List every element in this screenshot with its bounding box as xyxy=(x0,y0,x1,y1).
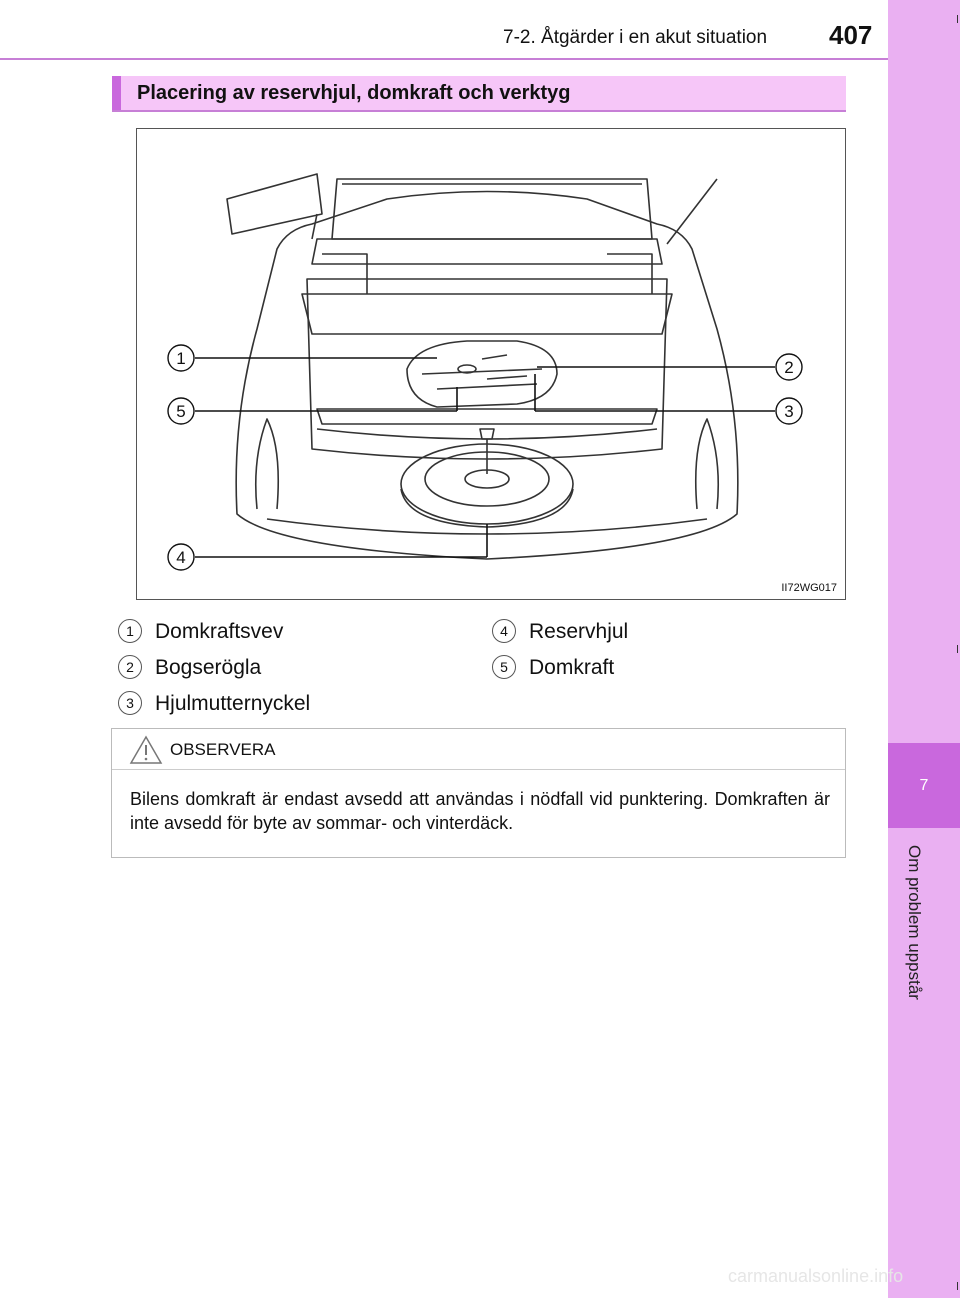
legend-label: Domkraftsvev xyxy=(155,620,284,643)
section-heading-text: Placering av reservhjul, domkraft och verktyg xyxy=(137,82,571,104)
side-tab-lower xyxy=(888,828,960,1298)
legend-number: 3 xyxy=(118,691,142,715)
warning-triangle-icon xyxy=(129,735,163,765)
legend-item xyxy=(118,691,310,716)
side-tab-chapter-number: 7 xyxy=(888,743,960,828)
legend-item xyxy=(492,619,628,644)
notice-header xyxy=(112,729,845,770)
legend-number: 2 xyxy=(118,655,142,679)
legend-item xyxy=(492,655,614,680)
callout-5-label: 5 xyxy=(176,402,186,421)
watermark: carmanualsonline.info xyxy=(728,1266,904,1286)
page-number: 407 xyxy=(829,20,873,50)
notice-box xyxy=(111,728,846,858)
car-trunk-drawing xyxy=(137,129,845,599)
header-divider xyxy=(0,58,888,60)
legend-item xyxy=(118,655,261,680)
legend-label: Domkraft xyxy=(529,656,615,679)
callout-3-label: 3 xyxy=(784,402,794,421)
legend-item xyxy=(118,619,283,644)
header-title: 7-2. Åtgärder i en akut situation xyxy=(503,27,768,48)
legend-label: Bogserögla xyxy=(155,656,262,679)
side-tab xyxy=(888,0,960,743)
legend-label: Reservhjul xyxy=(529,620,629,643)
crop-mark xyxy=(957,1282,958,1290)
legend-number: 4 xyxy=(492,619,516,643)
callout-2-label: 2 xyxy=(784,358,794,377)
legend-label: Hjulmutternyckel xyxy=(155,692,311,715)
notice-text: Bilens domkraft är endast avsedd att användas i nödfall vid punktering. Domkraften är inte avsedd för byte av sommar- och vinterdäck. xyxy=(130,789,830,833)
figure-code: II72WG017 xyxy=(781,582,837,594)
trunk-illustration xyxy=(136,128,846,600)
legend-number: 1 xyxy=(118,619,142,643)
legend-number: 5 xyxy=(492,655,516,679)
callout-4-label: 4 xyxy=(176,548,186,567)
heading-accent-bar xyxy=(112,76,121,110)
section-heading xyxy=(112,76,846,110)
crop-mark xyxy=(957,645,958,653)
callout-1-label: 1 xyxy=(176,349,186,368)
heading-underline xyxy=(112,110,846,112)
notice-title: OBSERVERA xyxy=(170,740,276,759)
crop-mark xyxy=(957,15,958,23)
side-tab-chapter-title: Om problem uppstår xyxy=(905,845,924,1000)
